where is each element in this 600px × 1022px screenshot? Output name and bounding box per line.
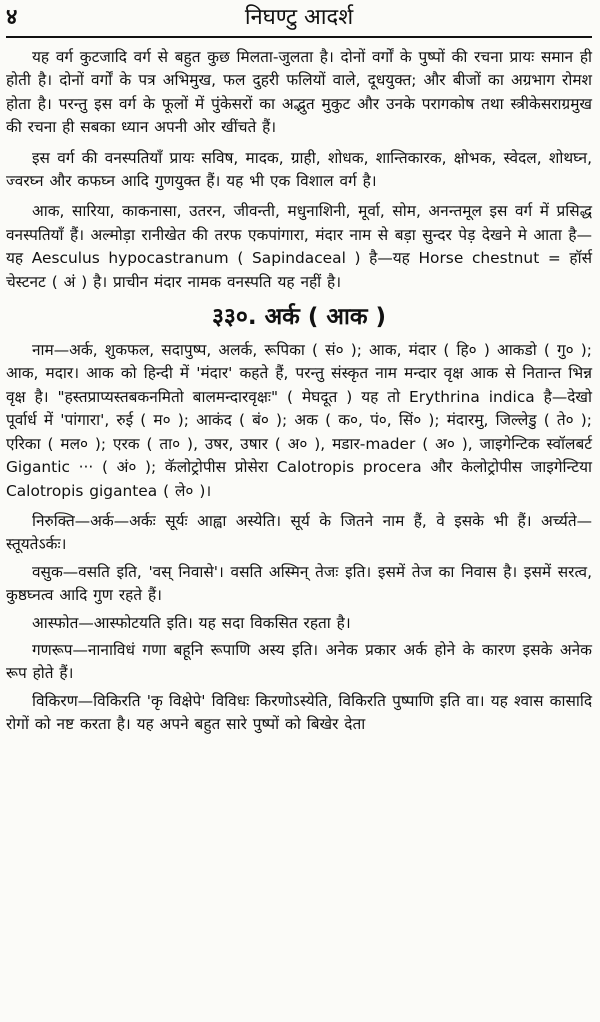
names-paragraph: नाम—अर्क, शुकफल, सदापुष्प, अलर्क, रूपिका ( सं० ); आक, मंदार ( हि० ) आकडो ( गु० ); आक, मदार। आक को हिन्दी में 'मंदार' कहते हैं, परन्तु संस्कृत नाम मन्दार वृक्ष आक से नितान्त भिन्न वृक्ष है। "हस्तप्राप्यस्तबकनमितो बालमन्दारवृक्षः" ( मेघदूत ) यह तो Erythrina indica है—देखो पूर्वार्ध में 'पांगारा', रुई ( म० ); आकंद ( बं० ); अक ( क०, पं०, सिं० ); मंदारमु, जिल्लेडु ( ते० ); एरिका ( मल० ); एरक ( ता० ), उषर, उषार ( अ० ), मडार-mader ( अ० ), जाइगेन्टिक स्वॉलबर्ट Gigantic ··· ( अं० ); कॅलोट्रोपीस प्रोसेरा Calotropis procera और केलोट्रोपीस जाइगेन्टिया Calotropis gigantea ( ले० )। (6, 341, 592, 500)
running-title: निघण्टु आदर्श (244, 5, 354, 30)
etymology-paragraph-vasuka: वसुक—वसति इति, 'वस् निवासे'। वसति अस्मिन् तेजः इति। इसमें तेज का निवास है। इसमें सरत्व, कुष्ठघ्नत्व आदि गुण रहते हैं। (6, 562, 592, 605)
etymology-paragraph-asphota: आस्फोत—आस्फोटयति इति। यह सदा विकसित रहता है। (32, 613, 351, 632)
intro-paragraph-plants: आक, सारिया, काकनासा, उतरन, जीवन्ती, मधुनाशिनी, मूर्वा, सोम, अनन्तमूल इस वर्ग में प्रसिद्ध वनस्पतियाँ हैं। अल्मोड़ा रानीखेत की तरफ एकपांगारा, मंदार नाम से बड़ा सुन्दर पेड़ देखने मे आता है—यह Aesculus hypocastranum ( Sapindaceal ) है—यह Horse chestnut = हॉर्स चेस्टनट ( अं ) है। प्राचीन मंदार नामक वनस्पति यह नहीं है। (6, 202, 592, 291)
section-heading-arka: ३३०. अर्क ( आक ) (211, 304, 387, 331)
etymology-paragraph-ganarupa: गणरूप—नानाविधं गणा बहूनि रूपाणि अस्य इति। अनेक प्रकार अर्क होने के कारण इसके अनेक रूप होते हैं। (6, 640, 592, 683)
intro-paragraph-comparison: यह वर्ग कुटजादि वर्ग से बहुत कुछ मिलता-जुलता है। दोनों वर्गों के पुष्पों की रचना प्रायः समान ही होती है। दोनों वर्गों के पत्र अभिमुख, फल दुहरी फलियों वाले, दूधयुक्त; और बीजों का अग्रभाग रोमश होता है। परन्तु इस वर्ग के फूलों में पुंकेसरों का अद्भुत मुकुट और उनके परागकोष तथा स्त्रीकेसराग्रमुख की रचना ही सबका ध्यान अपनी ओर खींचते हैं। (6, 48, 592, 137)
intro-paragraph-properties: इस वर्ग की वनस्पतियाँ प्रायः सविष, मादक, ग्राही, शोधक, शान्तिकारक, क्षोभक, स्वेदल, शोथघ्न, ज्वरघ्न और कफघ्न आदि गुणयुक्त हैं। यह भी एक विशाल वर्ग है। (6, 148, 592, 191)
etymology-paragraph-arka: निरुक्ति—अर्क—अर्कः सूर्यः आह्वा अस्येति। सूर्य के जितने नाम हैं, वे इसके भी हैं। अर्च्यते—स्तूयतेऽर्कः। (6, 511, 592, 554)
etymology-paragraph-vikirana: विकिरण—विकिरति 'कृ विक्षेपे' विविधः किरणोऽस्येति, विकिरति पुष्पाणि इति वा। यह श्वास कासादि रोगों को नष्ट करता है। यह अपने बहुत सारे पुष्पों को बिखेर देता (6, 691, 592, 734)
page-header (6, 4, 592, 38)
page-number: ४ (6, 5, 18, 30)
